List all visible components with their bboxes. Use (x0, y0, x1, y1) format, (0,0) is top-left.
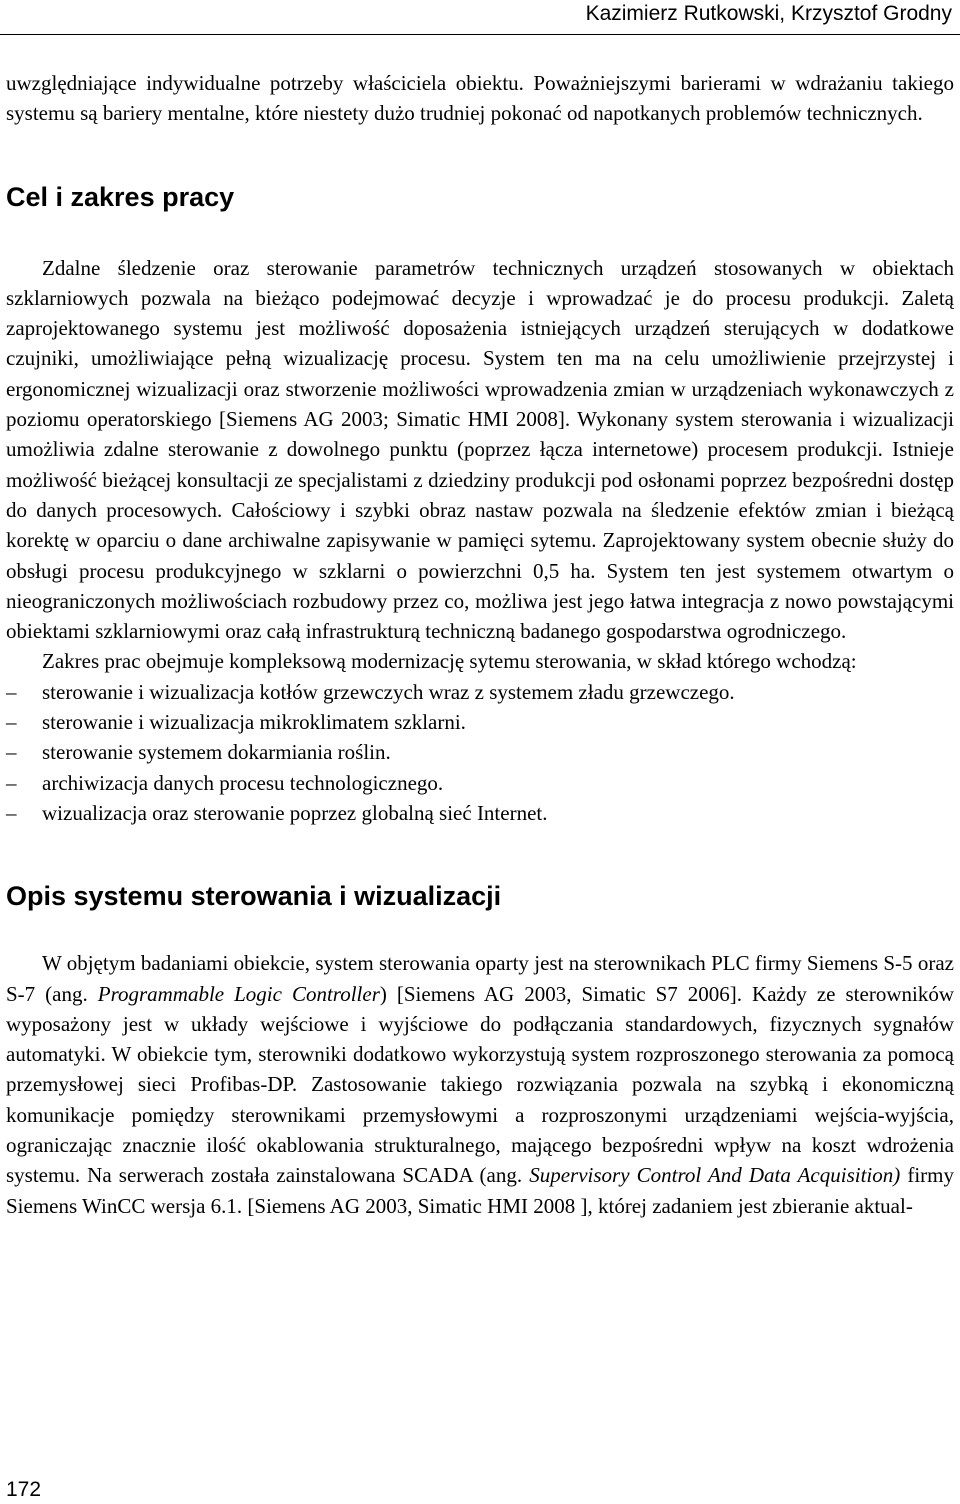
section-heading-goal: Cel i zakres pracy (6, 181, 235, 212)
list-item-text: sterowanie i wizualizacja kotłów grzewczych wraz z systemem zładu grzewczego. (42, 679, 735, 704)
list-item (6, 677, 954, 707)
list-item-text: archiwizacja danych procesu technologicznego. (42, 770, 444, 795)
list-item (6, 798, 954, 828)
section-heading-system: Opis systemu sterowania i wizualizacji (6, 881, 502, 912)
plc-term: Programmable Logic Controller (97, 981, 380, 1006)
system-text-part2: ) [Siemens AG 2003, Simatic S7 2006]. Każdy ze sterowników wyposażony jest w układy wejściowe i wyjściowe do podłączania standardowych, fizycznych sygnałów automatyki. W obiekcie tym, sterowniki dodatkowo wykorzystują system rozproszonego sterowania za pomocą przemysłowej sieci Profibas-DP. Zastosowanie takiego rozwiązania pozwala na szybką i ekonomiczną komunikacje pomiędzy sterownikami przemysłowymi a rozproszonymi urządzeniami wejścia-wyjścia, ograniczając znacznie ilość okablowania strukturalnego, mającego bezpośredni wpływ na koszt wdrożenia systemu. Na serwerach została zainstalowana SCADA (ang. (6, 981, 954, 1188)
page-number: 172 (6, 1478, 42, 1501)
dash-marker: – (6, 740, 17, 765)
running-header (0, 0, 960, 35)
dash-marker: – (6, 679, 17, 704)
system-paragraph (6, 948, 954, 1221)
list-item (6, 737, 954, 767)
system-text-part3: firmy Siemens WinCC wersja 6.1. [Siemens AG 2003, Simatic HMI 2008 ], której zadaniem jest zbieranie aktual- (6, 1163, 955, 1218)
goal-paragraph: Zdalne śledzenie oraz sterowanie parametrów technicznych urządzeń stosowanych w obiektach szklarniowych pozwala na bieżąco podejmować decyzje i wprowadzać je do procesu produkcji. Zaletą zaprojektowanego systemu jest możliwość doposażenia istniejących urządzeń sterujących w dodatkowe czujniki, umożliwiające pełną wizualizację procesu. System ten ma na celu umożliwienie przejrzystej i ergonomicznej wizualizacji oraz stworzenie możliwości wprowadzenia zmian w urządzeniach wykonawczych z poziomu operatorskiego [Siemens AG 2003; Simatic HMI 2008]. Wykonany system sterowania i wizualizacji umożliwia zdalne sterowanie z dowolnego punktu (poprzez łącza internetowe) procesem produkcji. Istnieje możliwość bieżącej konsultacji ze specjalistami z dziedziny produkcji pod osłonami poprzez bezpośredni dostęp do danych procesowych. Całościowy i szybki obraz nastaw pozwala na śledzenie efektów zmian i bieżącą korektę w oparciu o dane archiwalne zapisywanie w pamięci sytemu. Zaprojektowany system obecnie służy do obsługi procesu produkcyjnego w szklarni o powierzchni 0,5 ha. System ten jest systemem otwartym o nieograniczonych możliwościach rozbudowy przez co, możliwa jest jego łatwa integracja z nowo powstającymi obiektami szklarniowymi oraz całą infrastrukturą techniczną badanego gospodarstwa ogrodniczego. (6, 255, 954, 644)
system-text-part1: W objętym badaniami obiekcie, system sterowania oparty jest na sterownikach PLC firmy Siemens S-5 oraz S-7 (ang. (6, 951, 954, 1006)
dash-marker: – (6, 770, 17, 795)
intro-paragraph: uwzględniające indywidualne potrzeby właściciela obiektu. Poważniejszymi barierami w wdrażaniu takiego systemu są bariery mentalne, które niestety dużo trudniej pokonać od napotkanych problemów technicznych. (6, 71, 954, 126)
scada-term: Supervisory Control And Data Acquisition) (529, 1163, 901, 1188)
header-authors: Kazimierz Rutkowski, Krzysztof Grodny (585, 2, 952, 25)
scope-list (6, 677, 954, 828)
list-item-text: sterowanie systemem dokarmiania roślin. (42, 740, 391, 765)
list-item (6, 768, 954, 798)
list-item-text: sterowanie i wizualizacja mikroklimatem szklarni. (42, 710, 466, 735)
dash-marker: – (6, 710, 17, 735)
list-item (6, 707, 954, 737)
dash-marker: – (6, 800, 17, 825)
scope-paragraph: Zakres prac obejmuje kompleksową modernizację sytemu sterowania, w skład którego wchodzą: (42, 649, 857, 674)
list-item-text: wizualizacja oraz sterowanie poprzez globalną sieć Internet. (42, 800, 548, 825)
page-content (6, 68, 954, 1221)
